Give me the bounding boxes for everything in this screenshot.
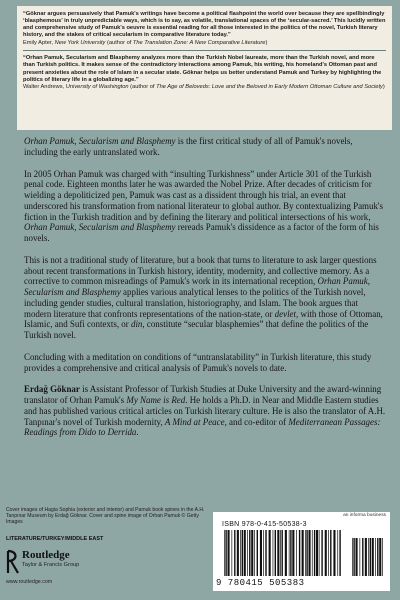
image-credits: Cover images of Hagia Sophia (exterior and interior) and Pamuk book spines in the A.H. Tanpınar Museum by Erdağ Göknar. Cover and spine image of Orhan Pamuk © Getty Images <box>6 507 205 526</box>
endorser-affiliation: University of Washington <box>65 84 129 91</box>
description-paragraph-1 <box>24 136 386 158</box>
barcode-bar <box>260 530 262 576</box>
barcode-bar <box>379 538 381 576</box>
paragraph-text: , with those of Ottoman, Islamic, and Sufi contexts, or <box>24 308 383 330</box>
term-din: din <box>130 319 143 330</box>
barcode-bar <box>299 530 300 576</box>
barcode-bar <box>302 530 304 576</box>
divider <box>23 50 386 51</box>
barcode-bar <box>237 530 239 576</box>
barcode-bar <box>305 530 306 576</box>
subject-category: LITERATURE/TURKEY/MIDDLE EAST <box>6 536 104 542</box>
bio-text: . He holds a Ph.D. in Near and Middle Eastern studies and has published various critical articles on Turkish literary culture. He is also the translator of A.H. Tanpınar's novel of Turkish modernity, <box>24 395 386 427</box>
paragraph-text: is the first critical study of all of Pamuk's novels, including the early untranslated work. <box>24 136 353 157</box>
description-paragraph-2 <box>24 169 386 244</box>
barcode-bar <box>337 530 338 576</box>
endorsement-attribution <box>23 84 386 91</box>
author-bio <box>24 384 386 438</box>
book-title-inline: Orhan Pamuk, Secularism and Blasphemy <box>24 276 370 297</box>
barcode-bar <box>375 538 376 576</box>
barcode-bar <box>368 538 369 576</box>
barcode-bar <box>316 530 318 576</box>
bio-text: is Assistant Professor of Turkish Studies at Duke University and the award-winning translator of Orhan Pamuk's <box>24 384 382 405</box>
barcode-bar <box>244 530 246 576</box>
barcode-bar <box>257 530 258 576</box>
attribution-text: (author of <box>105 40 133 47</box>
isbn-text: ISBN 978-0-415-50538-3 <box>222 521 307 528</box>
barcode-bar <box>372 538 374 576</box>
book-title-inline: Orhan Pamuk, Secularism and Blasphemy <box>24 222 176 233</box>
term-devlet: devlet <box>274 308 297 319</box>
barcode-bar <box>225 530 226 576</box>
endorsement-quote: “Göknar argues persuasively that Pamuk's writings have become a political flashpoint the world over because they are spellbindingly ‘blasphemous’ in truly unpredictable ways, which is to say, as volatile, translational spaces of the ‘secular-sacred.’ This lucidly written and comprehensive study of Pamuk's oeuvre is essential reading for all those interested in the politics of the novel, Turkish literary history, and the stakes of critical secularism in comparative literature today.” <box>23 11 386 39</box>
endorsements-panel <box>17 6 392 130</box>
bio-book-title: Mediterranean Passages: Readings from Dido to Derrida <box>24 416 381 438</box>
paragraph-text: In 2005 Orhan Pamuk was charged with “insulting Turkishness” under Article 301 of the Turkish penal code. Eighteen months later he was awarded the Nobel Prize. After decades of criticism for wielding a depoliticized pen, Pamuk was cast as a dissident through his trial, an event that underscored his transformation from national literateur to global author. By contextualizing Pamuk's fiction in the Turkish tradition and by defining the literary and political intersections of his work, <box>24 168 384 222</box>
barcode-bar <box>289 530 290 576</box>
paragraph-text: , constitute “secular blasphemies” that define the politics of the Turkish novel. <box>24 319 369 340</box>
barcode-bar <box>263 530 264 576</box>
barcode-bar <box>228 530 230 576</box>
barcode-bar <box>312 530 313 576</box>
barcode-bar <box>269 530 271 576</box>
barcode-bar <box>352 538 353 576</box>
barcode-bar <box>296 530 297 576</box>
publisher-group: Taylor & Francis Group <box>22 562 80 568</box>
barcode-bar <box>356 538 358 576</box>
barcode-bar <box>333 530 335 576</box>
paragraph-text: applies various analytical lenses to the politics of the Turkish novel, including gender studies, cultural translation, historiography, and Islam. The book argues that modern literature that confronts representations of the nation-state, or <box>24 287 366 319</box>
barcode-bar <box>314 530 315 576</box>
barcode-bar <box>247 530 248 576</box>
barcode-bar <box>273 530 274 576</box>
bio-text: , and co-editor of <box>224 416 289 427</box>
barcode-bar <box>224 530 225 576</box>
endorsement-quote: “Orhan Pamuk, Secularism and Blasphemy analyzes more than the Turkish Nobel laureate, more than the Turkish novel, and more than Turkish politics. It makes sense of the contradictory interactions among Pamuk, his writing, his homeland's Ottoman past and present anxieties about the role of Islam in a secular state. Göknar helps us better understand Pamuk and Turkey by highlighting the politics of literary life in a globalizing age.” <box>23 55 382 83</box>
barcode-bar <box>353 538 354 576</box>
barcode-bar <box>254 530 255 576</box>
barcode-bar <box>365 538 367 576</box>
barcode-bar <box>234 530 235 576</box>
author-name: Erdağ Göknar <box>24 384 80 395</box>
barcode-bar <box>277 530 279 576</box>
endorser-book-title: The Age of Beloveds: Love and the Beloved in Early Modern Ottoman Culture and Society <box>156 84 383 91</box>
endorsement-attribution <box>23 40 386 47</box>
barcode-bar <box>325 530 327 576</box>
barcode-bar <box>292 530 294 576</box>
endorser-name: Walter Andrews, <box>23 84 66 91</box>
barcode-bar <box>285 530 287 576</box>
endorser-name: Emily Apter, <box>23 40 55 47</box>
attribution-text: ) <box>382 84 385 91</box>
description-paragraph-4: Concluding with a meditation on conditions of “untranslatability” in Turkish literature, this study provides a comprehensive and critical analysis of Pamuk's novels to date. <box>24 351 372 373</box>
barcode-bar <box>265 530 266 576</box>
barcode-bar <box>240 530 241 576</box>
barcode-bar <box>282 530 283 576</box>
barcode-bar <box>251 530 253 576</box>
publisher-name: Routledge <box>22 549 70 561</box>
barcode-bar <box>275 530 276 576</box>
book-title-inline: Orhan Pamuk, Secularism and Blasphemy <box>24 136 176 146</box>
attribution-text: ) <box>265 40 268 47</box>
bio-book-title: My Name is Red <box>126 395 186 405</box>
book-description <box>24 136 386 438</box>
informa-tagline: an informa business <box>343 513 386 518</box>
barcode-bar <box>321 530 322 576</box>
bio-text: . <box>136 427 139 438</box>
paragraph-text: rereads Pamuk's dissidence as a factor of the form of his novels. <box>24 222 379 243</box>
barcode-panel <box>213 512 390 591</box>
barcode-bar <box>339 530 340 576</box>
publisher-url: www.routledge.com <box>6 579 53 585</box>
endorser-book-title: The Translation Zone: A New Comparative Literature <box>132 40 266 47</box>
barcode-bar <box>242 530 243 576</box>
paragraph-text: This is not a traditional study of literature, but a book that turns to literature to ask larger questions about recent transformations in Turkish history, identity, modernity, and collective memory. As a corrective to common misreadings of Pamuk's work in its international reception, <box>24 254 377 287</box>
barcode-bar <box>290 530 291 576</box>
publisher-block <box>6 548 126 588</box>
barcode-bar <box>370 538 371 576</box>
endorsement-2 <box>23 55 386 91</box>
barcode-bar <box>360 538 361 576</box>
barcode-bar <box>330 530 331 576</box>
attribution-text: (author of <box>128 84 157 91</box>
barcode-bar <box>280 530 281 576</box>
barcode-bar <box>232 530 233 576</box>
bio-book-title: A Mind at Peace <box>164 416 225 427</box>
routledge-logo-icon <box>6 549 19 575</box>
barcode-bar <box>362 538 363 576</box>
barcode-bar <box>377 538 378 576</box>
barcode-bar <box>328 530 329 576</box>
description-paragraph-3 <box>24 255 386 341</box>
barcode-bar <box>382 538 383 576</box>
barcode-digits: 9 780415 505383 <box>216 578 305 588</box>
endorser-affiliation: New York University <box>54 40 106 47</box>
barcode-bar <box>309 530 311 576</box>
endorsement-1 <box>23 11 386 47</box>
barcode-bars <box>223 530 343 576</box>
barcode-bar <box>319 530 320 576</box>
barcode-addon-bars <box>351 538 385 576</box>
barcode-bar <box>306 530 307 576</box>
barcode-bar <box>249 530 250 576</box>
